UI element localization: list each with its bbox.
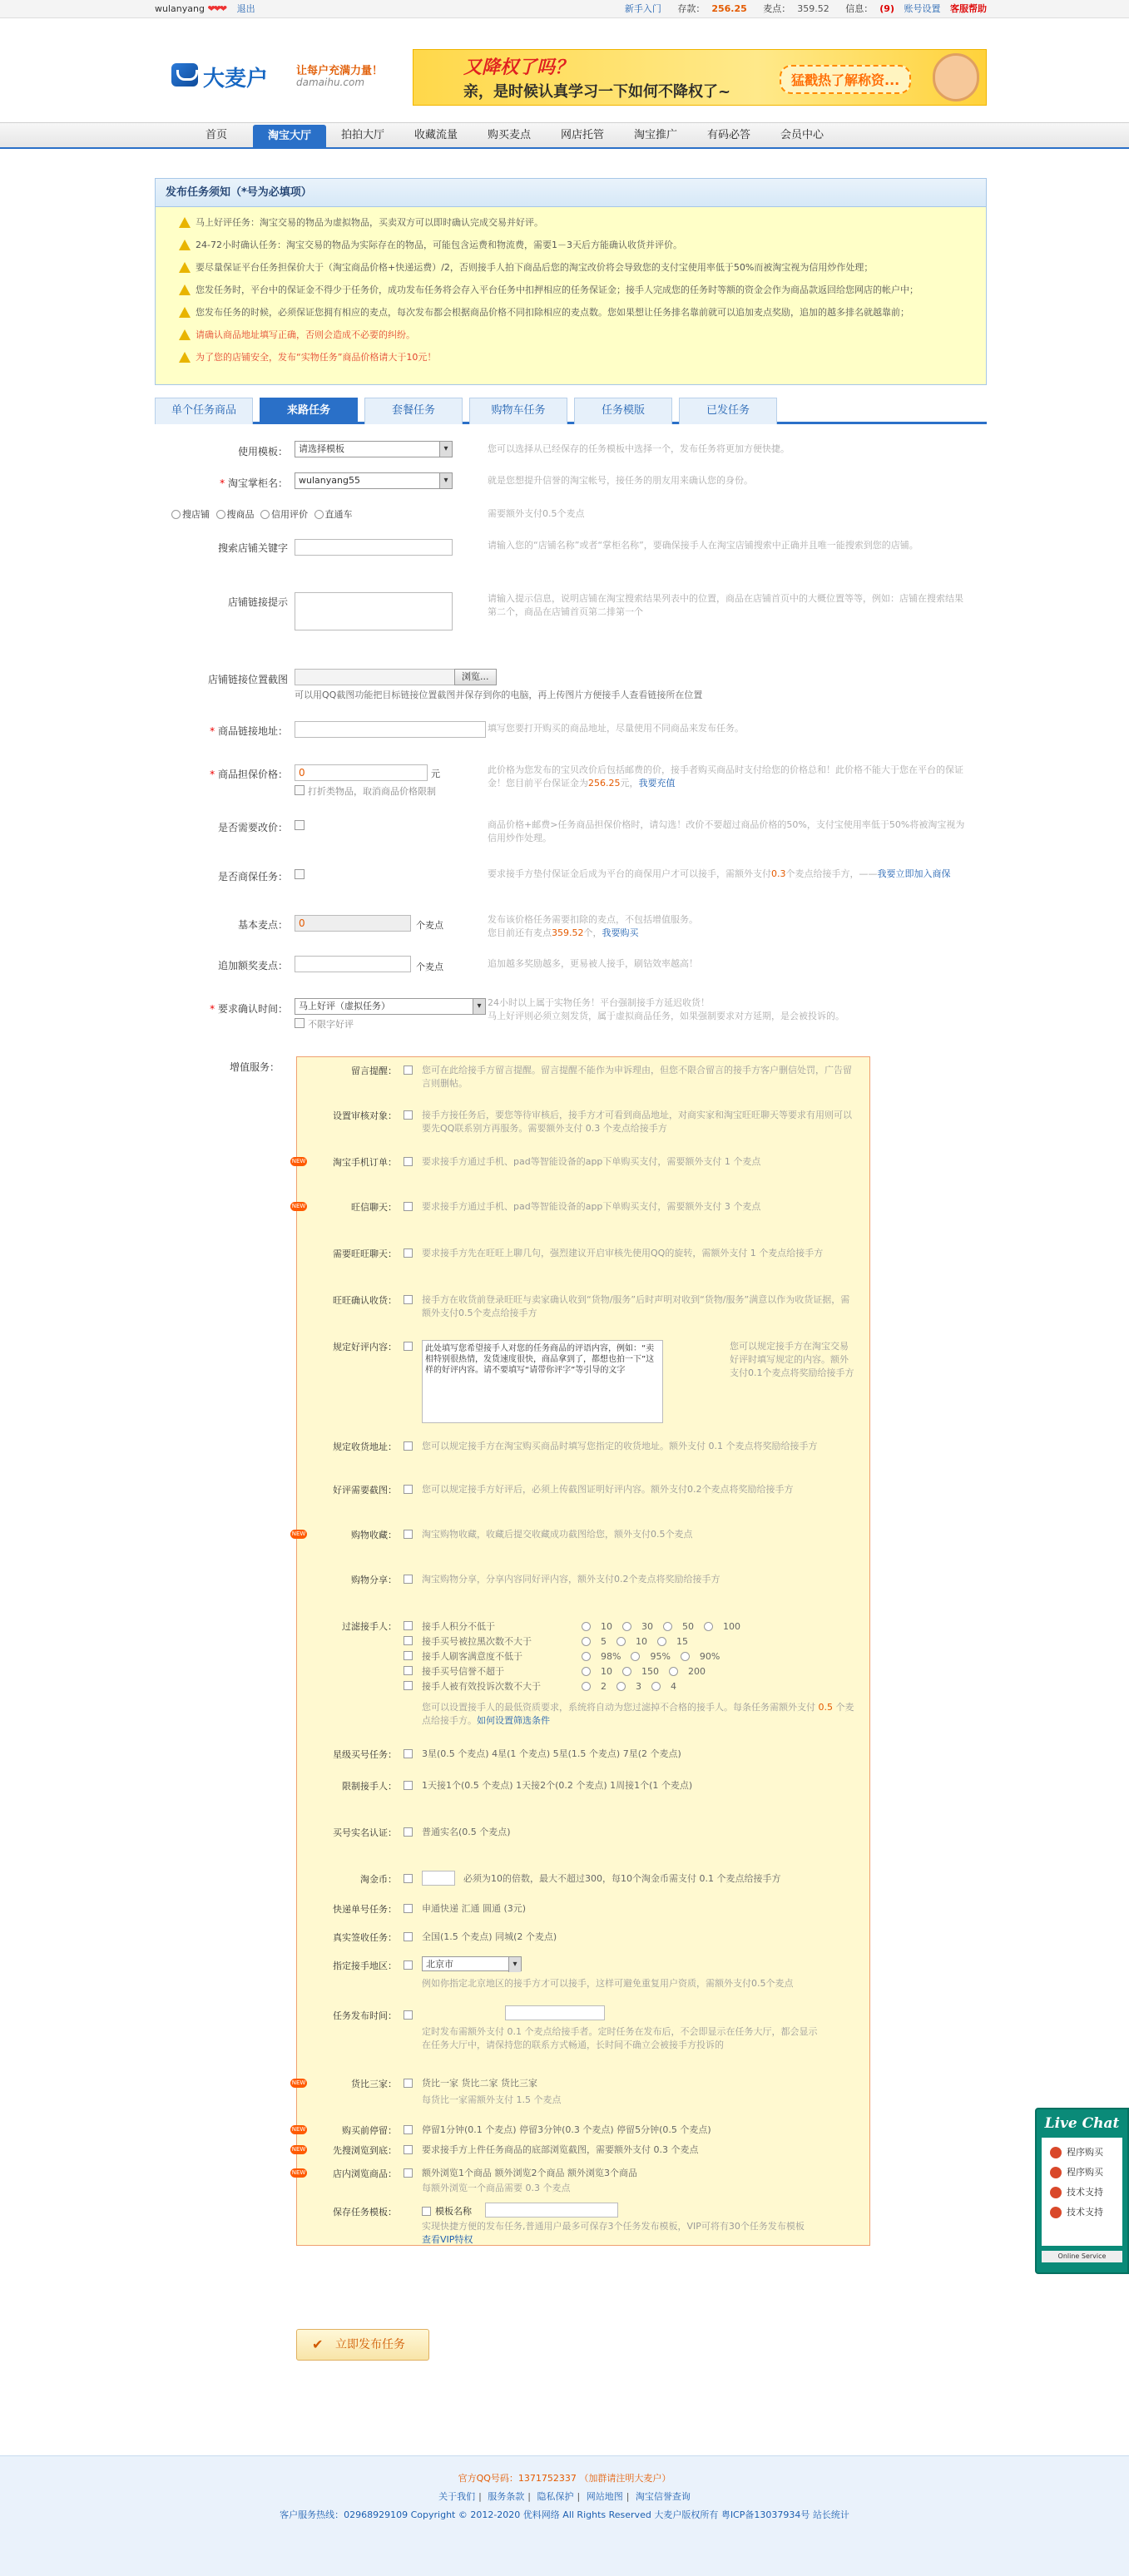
vas-row-desc: 淘宝购物收藏，收藏后提交收藏成功截图给您，额外支付0.5个麦点 (422, 1529, 693, 1540)
vas-row-label: 旺信聊天： (351, 1202, 397, 1213)
warning-icon (179, 284, 191, 295)
vas-checkbox[interactable] (404, 1248, 413, 1258)
vas-row-desc: 要求接手方通过手机、pad等智能设备的app下单购买支付，需要额外支付 1 个麦点 (422, 1156, 761, 1167)
vas-row-desc: 接手方在收货前登录旺旺与卖家确认收到“货物/服务”后时声明对收到“货物/服务”满意以作为收货证据，需额外支付0.5个麦点给接手方 (422, 1294, 850, 1318)
vas-checkbox[interactable] (404, 1960, 413, 1970)
discount-checkbox[interactable] (295, 785, 305, 795)
vas-checkbox[interactable] (404, 1342, 413, 1351)
keyword-hint: 请输入您的“店铺名称”或者“掌柜名称”，要确保接手人在淘宝店铺搜索中正确并且唯一能搜索到您的店铺。 (488, 540, 919, 551)
warning-icon (179, 240, 191, 250)
filter-hint: 您可以设置接手人的最低资质要求，系统将自动为您过滤掉不合格的接手人。每条任务需额外支付 0.5 个麦点给接手方。如何设置筛选条件 (422, 1702, 854, 1726)
notice-item (179, 238, 974, 253)
new-badge: NEW (291, 1158, 306, 1164)
vas-checkbox[interactable] (404, 1441, 413, 1451)
screenshot-label: 店铺链接位置截图 (207, 674, 288, 685)
base-points-input: 0 (295, 915, 411, 932)
publish-task-button[interactable]: ✔ 立即发布任务 (296, 2329, 429, 2361)
search-type-group (171, 507, 353, 521)
filter-section (297, 1619, 871, 1736)
notice-item (179, 350, 974, 365)
account-settings-link[interactable]: 账号设置 (904, 3, 941, 14)
screenshot-file-input[interactable] (295, 669, 461, 685)
new-badge: NEW (291, 2079, 306, 2086)
search-type-hint: 需要额外支付0.5个麦点 (488, 508, 585, 519)
filter-row: 接手人刷客满意度不低于 98% 95% 90% (422, 1651, 720, 1662)
search-type-label: 搜店铺 (182, 509, 210, 520)
tab-cart-task[interactable]: 购物车任务 (469, 398, 567, 424)
footer-links: 关于我们 | 服务条款 | 隐私保护 | 网站地图 | 淘宝信誉查询 (438, 2491, 691, 2502)
promo-banner[interactable] (413, 49, 987, 106)
no-text-review-label: 不限字好评 (308, 1019, 354, 1030)
banner-button[interactable]: 猛戳热了解称资... (780, 65, 911, 94)
heart-icons: ❤❤❤ (207, 3, 226, 14)
vas-row-desc: 您可以规定接手方在淘宝购买商品时填写您指定的收货地址。额外支付 0.1 个麦点将奖励给接手方 (422, 1441, 818, 1451)
vas-checkbox[interactable] (404, 2010, 413, 2020)
footer-copyright: 客户服务热线：02968929109 Copyright © 2012-2020 优料网络 All Rights Reserved 大麦户版权所有 粤ICP备13037934号 站长统计 (280, 2509, 849, 2520)
reward-hint: 追加越多奖励越多，更易被人接手，刷钻效率越高！ (488, 958, 698, 969)
vas-row-label: 星级买号任务： (333, 1749, 397, 1760)
logo-icon (171, 63, 198, 87)
vas-row-label: 保存任务模板： (333, 2207, 397, 2218)
nav-qa[interactable]: 有码必答 (706, 129, 750, 141)
vas-row-desc: 1天接1个(0.5 个麦点) 1天接2个(0.2 个麦点) 1周接1个(1 个麦点) (422, 1780, 693, 1791)
footer-link-sitemap[interactable]: 网站地图 (586, 2491, 623, 2502)
vas-row-label: 购物收藏： (351, 1530, 397, 1540)
banner-title: 又降权了吗？ (463, 57, 574, 78)
base-points-label: 基本麦点： (237, 919, 288, 931)
publish-time-input[interactable] (505, 2005, 605, 2020)
logo-slogan: 让每户充满力量！ (296, 65, 384, 77)
warning-icon (179, 307, 191, 318)
live-chat-footer: Online Service (1042, 2251, 1122, 2262)
price-hint: 此价格为您发布的宝贝改价后包括邮费的价，接手者购买商品时支付给您的价格总和！此价格不能大于您在平台的保证金！您目前平台保证金为256.25元，我要充值 (488, 764, 963, 789)
vas-row-desc: 您可以规定接手方在淘宝交易好评时填写规定的内容。额外支付0.1个麦点将奖励给接手方 (730, 1341, 854, 1378)
task-form (155, 424, 987, 2351)
tab-task-template[interactable]: 任务模版 (574, 398, 672, 424)
price-unit: 元 (431, 769, 440, 779)
modify-price-label: 是否需要改价： (217, 822, 288, 833)
new-badge: NEW (291, 2169, 306, 2176)
warning-icon (179, 352, 191, 363)
compare-hint: 每货比一家需额外支付 1.5 个麦点 (422, 2094, 562, 2105)
vas-row-label: 旺旺确认收货： (333, 1295, 397, 1306)
task-tabs (155, 398, 987, 424)
filter-checkbox[interactable] (404, 1666, 413, 1675)
site-logo[interactable] (171, 58, 388, 98)
header (155, 18, 987, 101)
vas-checkbox[interactable] (422, 2207, 431, 2216)
notice-item (179, 328, 974, 343)
vas-label: 增值服务： (229, 1061, 280, 1073)
newbie-link[interactable]: 新手入门 (624, 3, 661, 14)
main-nav (0, 122, 1129, 149)
vas-row-label: 先搜浏览到底： (333, 2145, 397, 2156)
notice-item (179, 305, 974, 320)
service-help-link[interactable]: 客服帮助 (950, 3, 987, 14)
beans-value: 359.52 (797, 3, 829, 14)
notice-text: 要尽量保证平台任务担保价大于（淘宝商品价格+快递运费）/2，否则接手人拍下商品后您的淘宝改价将会导致您的支付宝使用率低于50%而被淘宝视为信用炒作处理； (196, 262, 874, 273)
goods-url-hint: 填写您要打开购买的商品地址，尽量使用不同商品来发布任务。 (488, 723, 744, 734)
vas-checkbox[interactable] (404, 1295, 413, 1304)
radio-credit-review[interactable] (260, 510, 270, 519)
top-bar (0, 0, 1129, 18)
vas-row-label: 店内浏览商品： (333, 2168, 397, 2179)
filter-row: 接手买号被拉黑次数不大于 5 10 15 (422, 1636, 688, 1647)
vas-checkbox[interactable] (404, 1575, 413, 1584)
modify-price-hint: 商品价格+邮费>任务商品担保价格时，请勾选！改价不要超过商品价格的50%，支付宝使用率低于50%将被淘宝视为信用炒作处理。 (488, 819, 965, 843)
vas-row-label: 规定好评内容： (333, 1342, 397, 1352)
warning-icon (179, 262, 191, 273)
modify-price-checkbox[interactable] (295, 820, 305, 830)
filter-checkbox[interactable] (404, 1636, 413, 1645)
filter-checkbox[interactable] (404, 1621, 413, 1630)
new-badge: NEW (291, 1530, 306, 1537)
logo-name: 大麦户 (203, 67, 269, 91)
vas-checkbox[interactable] (404, 1110, 413, 1120)
logout-link[interactable]: 退出 (236, 3, 255, 14)
vas-row-desc: 全国(1.5 个麦点) 同城(2 个麦点) (422, 1931, 557, 1942)
radio-search-goods[interactable] (216, 510, 225, 519)
notice-text: 马上好评任务：淘宝交易的物品为虚拟物品，买卖双方可以即时确认完成交易并好评。 (196, 217, 543, 228)
screenshot-hint: 可以用QQ截图功能把目标链接位置截图并保存到你的电脑，再上传图片方便接手人查看链接所在位置 (295, 690, 703, 700)
vas-row-desc: 申通快递 汇通 圆通 (3元) (422, 1903, 527, 1914)
vas-row-desc: 接手方接任务后，要您等待审核后，接手方才可看到商品地址，对商实家和淘宝旺旺聊天等要求有用则可以要先QQ联系别方再服务。需要额外支付 0.3 个麦点给接手方 (422, 1110, 852, 1134)
live-chat-item[interactable]: 程序购买 (1042, 2163, 1122, 2183)
notice-text: 您发任务时，平台中的保证金不得少于任务价，成功发布任务将会存入平台任务中扣押相应的任务保证金；接手人完成您的任务时等额的资金会作为商品款返回给您网店的帐户中； (196, 284, 919, 295)
vas-row-desc: 要求接手方先在旺旺上聊几句，强烈建议开启审核先使用QQ的旋转，需额外支付 1 个麦点给接手方 (422, 1248, 824, 1258)
radio-direct-train[interactable] (314, 510, 324, 519)
shop-name-label: * 淘宝掌柜名： (220, 477, 288, 489)
reward-input[interactable] (295, 956, 411, 972)
vas-row-label: 好评需要截图： (333, 1485, 397, 1496)
prompt-textarea[interactable] (295, 592, 453, 630)
filter-checkbox[interactable] (404, 1651, 413, 1660)
publish-time-hint: 定时发布需额外支付 0.1 个麦点给接手者。定时任务在发布后，不会即显示在任务大厅，都会显示在任务大厅中，请保持您的联系方式畅通，长时间不确立会被接手方投诉的 (422, 2026, 818, 2050)
vas-checkbox[interactable] (404, 1781, 413, 1790)
vas-row-desc: 普通实名(0.5 个麦点) (422, 1827, 511, 1837)
region-select[interactable]: 北京市 ▾ (422, 1956, 522, 1971)
notice-item (179, 215, 974, 230)
price-input[interactable]: 0 (295, 764, 428, 781)
vas-row-desc: 您可在此给接手方留言提醒。留言提醒不能作为申诉理由，但您不限合留言的接手方客户删信处罚，广告留言则删帖。 (422, 1065, 852, 1089)
vas-row-label: 购买前停留： (342, 2125, 397, 2136)
vas-checkbox[interactable] (404, 2079, 413, 2088)
vas-row-desc: 额外浏览1个商品 额外浏览2个商品 额外浏览3个商品 (422, 2168, 637, 2178)
nav-paipai-hall[interactable]: 拍拍大厅 (340, 129, 384, 141)
tab-published-tasks[interactable]: 已发任务 (679, 398, 777, 424)
vas-checkbox[interactable] (404, 1485, 413, 1494)
notice-text: 您发布任务的时候，必须保证您拥有相应的麦点，每次发布都会根据商品价格不同扣除相应的麦点数。您如果想让任务排名靠前就可以追加麦点奖励，追加的越多排名就越靠前； (196, 307, 909, 318)
footer-link-credit-query[interactable]: 淘宝信誉查询 (635, 2491, 691, 2502)
username[interactable]: wulanyang (155, 3, 205, 14)
vas-row-label: 真实签收任务： (333, 1932, 397, 1943)
browse-button[interactable]: 浏览... (454, 669, 497, 685)
vas-row-desc: 您可以规定接手方好评后，必须上传截图证明好评内容。额外支付0.2个麦点将奖励给接手方 (422, 1484, 794, 1495)
new-badge: NEW (291, 1203, 306, 1209)
prompt-label: 店铺链接提示 (227, 596, 288, 608)
vas-row-label: 淘金币： (360, 1874, 397, 1885)
shop-name-hint: 就是您想提升信誉的淘宝帐号，接任务的朋友用来确认您的身份。 (488, 475, 753, 486)
new-badge: NEW (291, 2146, 306, 2153)
vas-row-label: 需要旺旺聊天： (333, 1248, 397, 1259)
vas-checkbox[interactable] (404, 1157, 413, 1166)
live-chat-title: Live Chat (1044, 2115, 1120, 2132)
no-text-review-checkbox[interactable] (295, 1018, 305, 1028)
value-added-services (291, 1056, 870, 2246)
vas-checkbox[interactable] (404, 1874, 413, 1883)
banner-subtitle: 亲，是时候认真学习一下如何不降权了~ (463, 83, 731, 101)
beans-label: 麦点： (763, 3, 791, 14)
vas-checkbox[interactable] (404, 1066, 413, 1075)
footer (0, 2455, 1129, 2576)
confirm-time-label: * 要求确认时间： (210, 1003, 288, 1015)
vas-row-label: 限制接手人： (342, 1781, 397, 1792)
tab-single-task[interactable]: 单个任务商品 (155, 398, 253, 424)
template-name-input[interactable] (485, 2203, 618, 2218)
warning-icon (179, 217, 191, 228)
taojinbi-input[interactable] (422, 1871, 455, 1886)
vas-row-label: 规定收货地址： (333, 1441, 397, 1452)
vas-checkbox[interactable] (404, 1827, 413, 1837)
vas-row-desc: 必须为10的倍数，最大不超过300，每10个淘金币需支付 0.1 个麦点给接手方 (463, 1873, 781, 1884)
vas-row-desc: 要求接手方通过手机、pad等智能设备的app下单购买支付，需要额外支付 3 个麦点 (422, 1201, 761, 1212)
vip-link[interactable]: 查看VIP特权 (422, 2234, 473, 2245)
msg-label: 信息： (845, 3, 874, 14)
notice-text: 请确认商品地址填写正确，否则会造成不必要的纠纷。 (196, 329, 415, 340)
vas-checkbox[interactable] (404, 1932, 413, 1941)
review-content-textarea[interactable]: 此处填写您希望接手人对您的任务商品的评语内容，例如：“卖相特别很热情，发货速度很快，商品拿到了，都想也拍一下”这样的好评内容。请不要填写“请带你评字”等引导的文字 (422, 1340, 663, 1423)
nav-favorites-traffic[interactable]: 收藏流量 (413, 129, 458, 141)
notice-panel (155, 178, 987, 385)
nav-member-center[interactable]: 会员中心 (780, 129, 824, 141)
reward-unit: 个麦点 (416, 962, 443, 972)
vas-checkbox[interactable] (404, 1202, 413, 1211)
shop-name-select[interactable]: wulanyang55 ▾ (295, 472, 453, 489)
logo-domain: damaihu.com (296, 77, 365, 88)
search-type-label: 信用评价 (271, 509, 308, 520)
live-chat-item[interactable]: 技术支持 (1042, 2203, 1122, 2222)
insurance-hint: 要求接手方垫付保证金后成为平台的商保用户才可以接手，需额外支付0.3个麦点给接手方，——我要立即加入商保 (488, 868, 951, 879)
filter-row: 接手买号信誉不超于 10 150 200 (422, 1666, 706, 1677)
goods-url-input[interactable] (295, 721, 486, 738)
vas-row-label: 设置审核对象： (333, 1110, 397, 1121)
prompt-hint: 请输入提示信息，说明店铺在淘宝搜索结果列表中的位置，商品在店铺首页中的大概位置等等，例如：店铺在搜索结果第二个，商品在店铺首页第二排第一个 (488, 593, 963, 617)
vas-row-desc: 要求接手方上件任务商品的底部浏览截图，需要额外支付 0.3 个麦点 (422, 2144, 699, 2155)
notice-item (179, 283, 974, 298)
vas-row-label: 快递单号任务： (333, 1904, 397, 1915)
notice-text: 为了您的店铺安全，发布“实物任务”商品价格请大于10元！ (196, 352, 437, 363)
filter-label: 过滤接手人： (342, 1621, 397, 1632)
insurance-checkbox[interactable] (295, 869, 305, 879)
vas-checkbox[interactable] (404, 1904, 413, 1913)
nav-buy-points[interactable]: 购买麦点 (487, 129, 531, 141)
live-chat-widget[interactable] (1035, 2108, 1129, 2274)
tab-source-task[interactable]: 来路任务 (260, 398, 358, 424)
vas-checkbox[interactable] (404, 1530, 413, 1539)
vas-row-label: 淘宝手机订单： (333, 1157, 397, 1168)
vas-row-label: 指定接手地区： (333, 1960, 397, 1971)
recharge-link[interactable]: 我要充值 (638, 778, 676, 789)
filter-checkbox[interactable] (404, 1681, 413, 1690)
search-type-label: 直通车 (324, 509, 353, 520)
join-insurance-link[interactable]: 我要立即加入商保 (877, 868, 951, 879)
footer-link-privacy[interactable]: 隐私保护 (537, 2491, 574, 2502)
vas-checkbox[interactable] (404, 2168, 413, 2178)
nav-taobao-hall[interactable]: 淘宝大厅 (253, 125, 326, 148)
msg-count[interactable]: (9) (879, 3, 894, 14)
keyword-label: 搜索店铺关键字 (217, 542, 288, 554)
template-label: 使用模板： (237, 446, 288, 457)
vas-row-label: 留言提醒： (351, 1066, 397, 1076)
price-label: * 商品担保价格： (210, 769, 288, 780)
vas-checkbox[interactable] (404, 2125, 413, 2134)
save-template-hint: 实现快捷方便的发布任务,普通用户最多可保存3个任务发布模板，VIP可将有30个任务发布模板 查看VIP特权 (422, 2221, 805, 2245)
vas-row-label: 货比三家： (351, 2079, 397, 2089)
search-type-label: 搜商品 (226, 509, 255, 520)
notice-title: 发布任务须知（*号为必填项） (156, 179, 986, 207)
confirm-time-select[interactable]: 马上好评（虚拟任务） ▾ (295, 998, 486, 1015)
base-points-hint: 发布该价格任务需要扣除的麦点，不包括增值服务。 您目前还有麦点359.52个，我要购买 (488, 914, 698, 938)
vas-checkbox[interactable] (404, 1749, 413, 1758)
template-select[interactable]: 请选择模板 ▾ (295, 441, 453, 457)
vas-row-desc: 模板名称 (435, 2206, 472, 2217)
confirm-time-hint: 24小时以上属于实物任务！平台强制接手方延迟收货！ 马上好评则必须立刻发货，属于虚拟商品任务，如果强制要求对方延期，是会被投诉的。 (488, 997, 844, 1021)
vas-row-label: 买号实名认证： (333, 1827, 397, 1838)
reward-label: 追加额奖麦点： (217, 960, 288, 972)
keyword-input[interactable] (295, 539, 453, 556)
warning-icon (179, 329, 191, 340)
vas-row-desc: 淘宝购物分享，分享内容同好评内容，额外支付0.2个麦点将奖励给接手方 (422, 1574, 720, 1585)
deposit-value: 256.25 (711, 3, 747, 14)
filter-howto-link[interactable]: 如何设置筛选条件 (477, 1715, 550, 1726)
notice-item (179, 260, 974, 275)
goods-url-label: * 商品链接地址： (210, 725, 288, 737)
filter-row: 接手人积分不低于 10 30 50 100 (422, 1621, 740, 1632)
discount-label: 打折类物品，取消商品价格限制 (308, 786, 436, 797)
footer-link-terms[interactable]: 服务条款 (488, 2491, 525, 2502)
region-hint: 例如你指定北京地区的接手方才可以接手，这样可避免重复用户资质，需额外支付0.5个麦点 (422, 1978, 794, 1989)
vas-row-label: 购物分享： (351, 1575, 397, 1585)
tab-package-task[interactable]: 套餐任务 (364, 398, 463, 424)
insurance-label: 是否商保任务： (217, 871, 288, 883)
vas-row-desc: 停留1分钟(0.1 个麦点) 停留3分钟(0.3 个麦点) 停留5分钟(0.5 个麦点) (422, 2124, 711, 2135)
vas-row-desc: 3星(0.5 个麦点) 4星(1 个麦点) 5星(1.5 个麦点) 7星(2 个麦点) (422, 1748, 681, 1759)
live-chat-item[interactable]: 程序购买 (1042, 2143, 1122, 2163)
live-chat-item[interactable]: 技术支持 (1042, 2183, 1122, 2203)
deposit-label: 存款： (677, 3, 706, 14)
vas-checkbox[interactable] (404, 2145, 413, 2154)
vas-row-label: 任务发布时间： (333, 2010, 397, 2021)
filter-row: 接手人被有效投诉次数不大于 2 3 4 (422, 1681, 676, 1692)
footer-qq: 官方QQ号码：1371752337 （加群请注明大麦户） (458, 2473, 671, 2484)
footer-link-about[interactable]: 关于我们 (438, 2491, 476, 2502)
vas-row-desc: 货比一家 货比二家 货比三家 (422, 2078, 537, 2089)
browse-hint: 每额外浏览一个商品需要 0.3 个麦点 (422, 2183, 571, 2193)
new-badge: NEW (291, 2126, 306, 2133)
template-hint: 您可以选择从已经保存的任务模板中选择一个，发布任务将更加方便快捷。 (488, 443, 790, 454)
buy-points-link[interactable]: 我要购买 (602, 927, 639, 938)
base-points-unit: 个麦点 (416, 920, 443, 931)
radio-search-shop[interactable] (171, 510, 181, 519)
nav-shop-hosting[interactable]: 网店托管 (560, 129, 604, 141)
banner-mascot-icon (933, 53, 979, 101)
nav-taobao-promo[interactable]: 淘宝推广 (633, 129, 677, 141)
nav-home[interactable]: 首页 (205, 129, 227, 141)
notice-text: 24-72小时确认任务：淘宝交易的物品为实际存在的物品，可能包含运费和物流费，需要1－3天后方能确认收货并评价。 (196, 240, 682, 250)
